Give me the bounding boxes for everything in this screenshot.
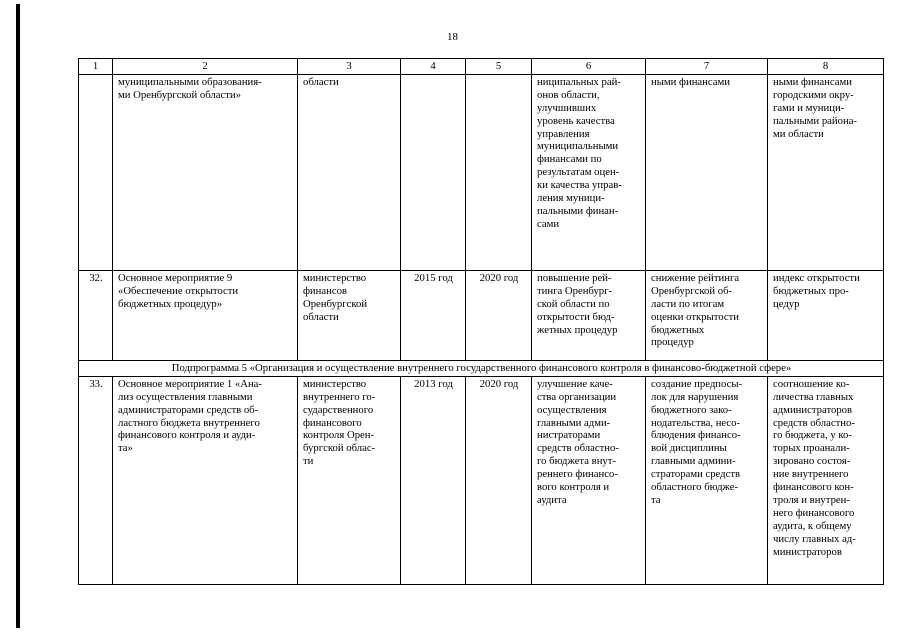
measure-name-cell: Основное мероприятие 1 «Ана- лиз осуществления главными администраторами средств об- ластного бюджета внутреннего финансового контроля и ауди- та» — [113, 376, 298, 584]
expected-result-cell: повышение рей- тинга Оренбург- ской области по открытости бюд- жетных процедур — [532, 270, 646, 360]
column-number: 8 — [768, 59, 884, 75]
consequences-cell: создание предпосы- лок для нарушения бюджетного зако- нодательства, несо- блюдения финансо- вой дисциплины главными админи- страторами средств областного бюдже- та — [646, 376, 768, 584]
page-number: 18 — [447, 31, 458, 43]
row-number-cell: 32. — [79, 270, 113, 360]
column-number: 6 — [532, 59, 646, 75]
measure-name-cell: Основное мероприятие 9 «Обеспечение открытости бюджетных процедур» — [113, 270, 298, 360]
indicator-cell: соотношение ко- личества главных администраторов средств областно- го бюджета, у ко- торых проанали- зировано состоя- ние внутреннего финансового кон- троля и внутрен- него финансового аудита, к общему числу главных ад- министраторов — [768, 376, 884, 584]
start-year-cell — [401, 74, 466, 270]
consequences-cell: снижение рейтинга Оренбургской об- ласти по итогам оценки открытости бюджетных процедур — [646, 270, 768, 360]
end-year-cell — [466, 74, 532, 270]
responsible-cell: министерство внутреннего го- сударственного финансового контроля Орен- бургской облас- ти — [298, 376, 401, 584]
column-number: 3 — [298, 59, 401, 75]
indicator-cell: индекс открытости бюджетных про- цедур — [768, 270, 884, 360]
column-number-row — [79, 59, 884, 75]
consequences-cell: ными финансами — [646, 74, 768, 270]
start-year-cell: 2013 год — [401, 376, 466, 584]
row-number-cell: 33. — [79, 376, 113, 584]
measures-table — [78, 58, 884, 585]
subprogram-title: Подпрограмма 5 «Организация и осуществление внутреннего государственного финансового контроля в финансово-бюджетной сфере» — [79, 360, 884, 376]
column-number: 2 — [113, 59, 298, 75]
expected-result-cell: ниципальных рай- онов области, улучшивших уровень качества управления муниципальными финансами по результатам оцен- ки качества управ- ления муници- пальными финан- сами — [532, 74, 646, 270]
end-year-cell: 2020 год — [466, 270, 532, 360]
responsible-cell: министерство финансов Оренбургской области — [298, 270, 401, 360]
subprogram-row — [79, 360, 884, 376]
column-number: 4 — [401, 59, 466, 75]
column-number: 7 — [646, 59, 768, 75]
row-number-cell — [79, 74, 113, 270]
start-year-cell: 2015 год — [401, 270, 466, 360]
table-row-continuation — [79, 74, 884, 270]
responsible-cell: области — [298, 74, 401, 270]
expected-result-cell: улучшение каче- ства организации осуществления главными адми- нистраторами средств областно- го бюджета внут- реннего финансо- вого контроля и аудита — [532, 376, 646, 584]
table-row-32 — [79, 270, 884, 360]
end-year-cell: 2020 год — [466, 376, 532, 584]
table-row-33 — [79, 376, 884, 584]
measure-name-cell: муниципальными образования- ми Оренбургской области» — [113, 74, 298, 270]
scan-edge-bar — [16, 4, 20, 628]
indicator-cell: ными финансами городскими окру- гами и муници- пальными района- ми области — [768, 74, 884, 270]
column-number: 1 — [79, 59, 113, 75]
column-number: 5 — [466, 59, 532, 75]
